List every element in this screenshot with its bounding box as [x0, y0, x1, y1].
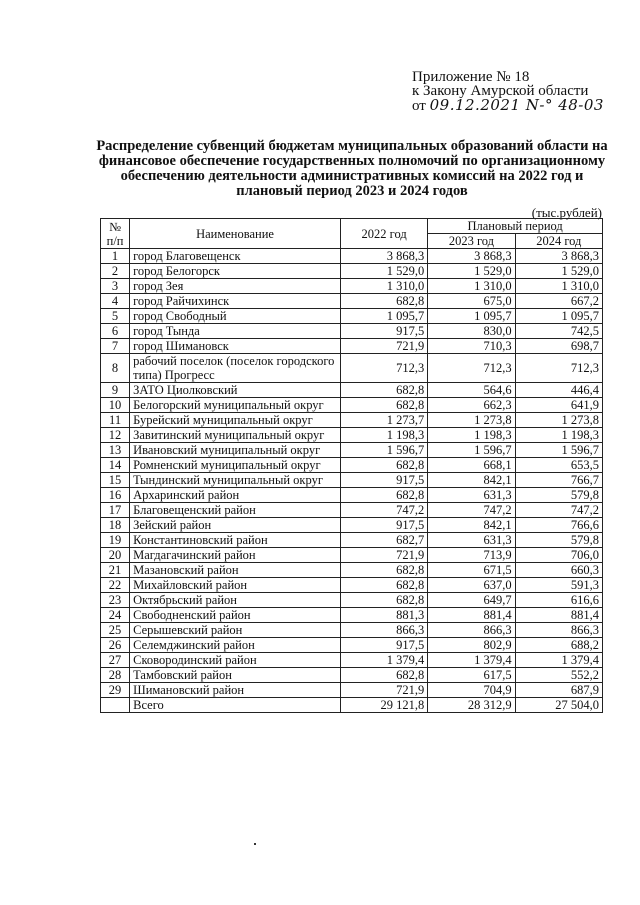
row-number: 19 — [101, 533, 130, 548]
row-name: город Шимановск — [130, 339, 341, 354]
row-value-2024: 747,2 — [515, 503, 602, 518]
header-2024: 2024 год — [515, 234, 602, 249]
row-number: 6 — [101, 324, 130, 339]
table-row — [101, 668, 603, 683]
row-value-2022: 1 095,7 — [340, 309, 427, 324]
row-value-2024: 446,4 — [515, 383, 602, 398]
handwritten-date-number: 09.12.2021 N-° 48-03 — [429, 96, 604, 114]
row-value-2022: 747,2 — [340, 503, 427, 518]
row-value-2022: 721,9 — [340, 339, 427, 354]
row-number: 16 — [101, 488, 130, 503]
table-row — [101, 488, 603, 503]
table-row — [101, 383, 603, 398]
row-name: Мазановский район — [130, 563, 341, 578]
row-name: Зейский район — [130, 518, 341, 533]
header-2023: 2023 год — [428, 234, 515, 249]
row-number: 20 — [101, 548, 130, 563]
row-number: 27 — [101, 653, 130, 668]
row-value-2023: 564,6 — [428, 383, 515, 398]
row-value-2023: 713,9 — [428, 548, 515, 563]
row-value-2024: 706,0 — [515, 548, 602, 563]
row-name: город Зея — [130, 279, 341, 294]
row-number: 4 — [101, 294, 130, 309]
row-name: Бурейский муниципальный округ — [130, 413, 341, 428]
row-number: 14 — [101, 458, 130, 473]
row-number: 13 — [101, 443, 130, 458]
row-value-2022: 721,9 — [340, 548, 427, 563]
row-value-2024: 579,8 — [515, 533, 602, 548]
row-number: 11 — [101, 413, 130, 428]
row-value-2023: 712,3 — [428, 354, 515, 383]
row-value-2024: 1 379,4 — [515, 653, 602, 668]
row-value-2023: 3 868,3 — [428, 249, 515, 264]
row-value-2022: 881,3 — [340, 608, 427, 623]
table-row — [101, 473, 603, 488]
row-number: 25 — [101, 623, 130, 638]
row-value-2022: 917,5 — [340, 638, 427, 653]
row-number: 10 — [101, 398, 130, 413]
row-value-2024: 742,5 — [515, 324, 602, 339]
row-number: 29 — [101, 683, 130, 698]
total-label: Всего — [130, 698, 341, 713]
row-value-2023: 747,2 — [428, 503, 515, 518]
total-2022: 29 121,8 — [340, 698, 427, 713]
row-name: Шимановский район — [130, 683, 341, 698]
row-value-2024: 660,3 — [515, 563, 602, 578]
row-value-2023: 704,9 — [428, 683, 515, 698]
row-value-2024: 3 868,3 — [515, 249, 602, 264]
row-value-2024: 1 273,8 — [515, 413, 602, 428]
row-value-2024: 766,7 — [515, 473, 602, 488]
row-value-2023: 637,0 — [428, 578, 515, 593]
table-body — [101, 249, 603, 698]
row-value-2023: 1 198,3 — [428, 428, 515, 443]
table-row — [101, 294, 603, 309]
row-name: Сковородинский район — [130, 653, 341, 668]
row-value-2023: 1 529,0 — [428, 264, 515, 279]
row-value-2024: 653,5 — [515, 458, 602, 473]
appendix-date-line — [412, 98, 604, 113]
row-number: 15 — [101, 473, 130, 488]
row-name: Благовещенский район — [130, 503, 341, 518]
row-number: 5 — [101, 309, 130, 324]
row-number: 3 — [101, 279, 130, 294]
stray-mark — [254, 843, 256, 845]
row-value-2022: 1 379,4 — [340, 653, 427, 668]
table-row — [101, 518, 603, 533]
row-number: 12 — [101, 428, 130, 443]
row-value-2023: 671,5 — [428, 563, 515, 578]
row-value-2023: 830,0 — [428, 324, 515, 339]
row-value-2024: 641,9 — [515, 398, 602, 413]
row-number: 9 — [101, 383, 130, 398]
row-name: город Райчихинск — [130, 294, 341, 309]
table-row — [101, 653, 603, 668]
row-name: город Благовещенск — [130, 249, 341, 264]
row-value-2022: 712,3 — [340, 354, 427, 383]
table-row — [101, 563, 603, 578]
row-value-2023: 631,3 — [428, 533, 515, 548]
row-value-2022: 682,8 — [340, 458, 427, 473]
row-value-2022: 721,9 — [340, 683, 427, 698]
table-row — [101, 638, 603, 653]
row-value-2022: 682,7 — [340, 533, 427, 548]
total-number-cell — [101, 698, 130, 713]
row-number: 21 — [101, 563, 130, 578]
row-name: Ромненский муниципальный округ — [130, 458, 341, 473]
table-row — [101, 398, 603, 413]
row-value-2024: 591,3 — [515, 578, 602, 593]
total-row — [101, 698, 603, 713]
row-value-2023: 842,1 — [428, 518, 515, 533]
row-value-2024: 552,2 — [515, 668, 602, 683]
row-value-2024: 1 529,0 — [515, 264, 602, 279]
header-plan-period: Плановый период — [428, 219, 603, 234]
row-name: Архаринский район — [130, 488, 341, 503]
table-row — [101, 458, 603, 473]
row-name: Октябрьский район — [130, 593, 341, 608]
row-value-2024: 881,4 — [515, 608, 602, 623]
row-value-2022: 682,8 — [340, 398, 427, 413]
row-name: город Тында — [130, 324, 341, 339]
row-value-2024: 866,3 — [515, 623, 602, 638]
row-value-2023: 1 379,4 — [428, 653, 515, 668]
table-row — [101, 578, 603, 593]
total-2023: 28 312,9 — [428, 698, 515, 713]
row-number: 28 — [101, 668, 130, 683]
row-name: город Свободный — [130, 309, 341, 324]
row-number: 8 — [101, 354, 130, 383]
row-value-2022: 682,8 — [340, 563, 427, 578]
units-label: (тыс.рублей) — [531, 205, 602, 220]
row-name: Константиновский район — [130, 533, 341, 548]
table-row — [101, 533, 603, 548]
row-value-2022: 682,8 — [340, 578, 427, 593]
table-row — [101, 443, 603, 458]
header-number: № п/п — [101, 219, 130, 249]
row-name: Серышевский район — [130, 623, 341, 638]
row-value-2022: 917,5 — [340, 324, 427, 339]
table-row — [101, 354, 603, 383]
row-value-2023: 668,1 — [428, 458, 515, 473]
row-number: 26 — [101, 638, 130, 653]
table-row — [101, 279, 603, 294]
row-value-2024: 616,6 — [515, 593, 602, 608]
row-value-2023: 842,1 — [428, 473, 515, 488]
row-name: город Белогорск — [130, 264, 341, 279]
total-2024: 27 504,0 — [515, 698, 602, 713]
table-row — [101, 428, 603, 443]
appendix-law-reference: к Закону Амурской области — [412, 83, 589, 99]
row-name: Белогорский муниципальный округ — [130, 398, 341, 413]
row-value-2022: 917,5 — [340, 518, 427, 533]
table-row — [101, 249, 603, 264]
table-row — [101, 623, 603, 638]
appendix-header — [412, 70, 604, 113]
row-value-2022: 1 273,7 — [340, 413, 427, 428]
row-number: 2 — [101, 264, 130, 279]
row-value-2023: 631,3 — [428, 488, 515, 503]
document-title: Распределение субвенций бюджетам муниципальных образований области на финансовое обеспечение государственных полномочий по организационному обеспечению деятельности административных комиссий на 2022 год и плановый период 2023 и 2024 годов — [96, 138, 608, 199]
table-row — [101, 503, 603, 518]
row-number: 18 — [101, 518, 130, 533]
row-name: рабочий поселок (поселок городского типа) Прогресс — [130, 354, 341, 383]
row-value-2023: 1 095,7 — [428, 309, 515, 324]
row-name: Михайловский район — [130, 578, 341, 593]
table-row — [101, 309, 603, 324]
row-value-2022: 682,8 — [340, 668, 427, 683]
row-value-2023: 617,5 — [428, 668, 515, 683]
row-value-2022: 682,8 — [340, 593, 427, 608]
row-value-2023: 881,4 — [428, 608, 515, 623]
row-name: Свободненский район — [130, 608, 341, 623]
table-row — [101, 324, 603, 339]
table-header — [101, 219, 603, 249]
row-value-2024: 1 310,0 — [515, 279, 602, 294]
row-number: 7 — [101, 339, 130, 354]
row-number: 17 — [101, 503, 130, 518]
row-name: Ивановский муниципальный округ — [130, 443, 341, 458]
row-value-2022: 3 868,3 — [340, 249, 427, 264]
appendix-number: Приложение № 18 — [412, 69, 530, 85]
row-value-2023: 649,7 — [428, 593, 515, 608]
row-value-2024: 687,9 — [515, 683, 602, 698]
table-row — [101, 339, 603, 354]
row-value-2023: 802,9 — [428, 638, 515, 653]
row-name: Завитинский муниципальный округ — [130, 428, 341, 443]
row-name: Тындинский муниципальный округ — [130, 473, 341, 488]
row-value-2022: 1 198,3 — [340, 428, 427, 443]
row-value-2022: 866,3 — [340, 623, 427, 638]
header-2022: 2022 год — [340, 219, 427, 249]
row-value-2024: 688,2 — [515, 638, 602, 653]
row-value-2023: 1 596,7 — [428, 443, 515, 458]
table-row — [101, 413, 603, 428]
subvention-table — [100, 218, 603, 713]
row-name: Селемджинский район — [130, 638, 341, 653]
row-value-2023: 675,0 — [428, 294, 515, 309]
row-value-2024: 766,6 — [515, 518, 602, 533]
row-value-2023: 1 310,0 — [428, 279, 515, 294]
row-value-2024: 1 596,7 — [515, 443, 602, 458]
header-name: Наименование — [130, 219, 341, 249]
row-value-2024: 698,7 — [515, 339, 602, 354]
row-value-2022: 682,8 — [340, 383, 427, 398]
table-row — [101, 548, 603, 563]
row-value-2024: 712,3 — [515, 354, 602, 383]
row-value-2022: 682,8 — [340, 488, 427, 503]
row-value-2022: 1 310,0 — [340, 279, 427, 294]
row-value-2023: 662,3 — [428, 398, 515, 413]
table-row — [101, 683, 603, 698]
row-name: Тамбовский район — [130, 668, 341, 683]
row-number: 22 — [101, 578, 130, 593]
row-name: ЗАТО Циолковский — [130, 383, 341, 398]
row-value-2022: 917,5 — [340, 473, 427, 488]
table-row — [101, 593, 603, 608]
row-number: 1 — [101, 249, 130, 264]
table-row — [101, 608, 603, 623]
row-name: Магдагачинский район — [130, 548, 341, 563]
row-number: 23 — [101, 593, 130, 608]
row-value-2023: 710,3 — [428, 339, 515, 354]
row-value-2022: 682,8 — [340, 294, 427, 309]
row-number: 24 — [101, 608, 130, 623]
appendix-date-prefix: от — [412, 98, 426, 114]
row-value-2024: 1 198,3 — [515, 428, 602, 443]
table-row — [101, 264, 603, 279]
row-value-2023: 866,3 — [428, 623, 515, 638]
row-value-2023: 1 273,8 — [428, 413, 515, 428]
row-value-2022: 1 529,0 — [340, 264, 427, 279]
row-value-2024: 579,8 — [515, 488, 602, 503]
row-value-2024: 667,2 — [515, 294, 602, 309]
row-value-2022: 1 596,7 — [340, 443, 427, 458]
row-value-2024: 1 095,7 — [515, 309, 602, 324]
